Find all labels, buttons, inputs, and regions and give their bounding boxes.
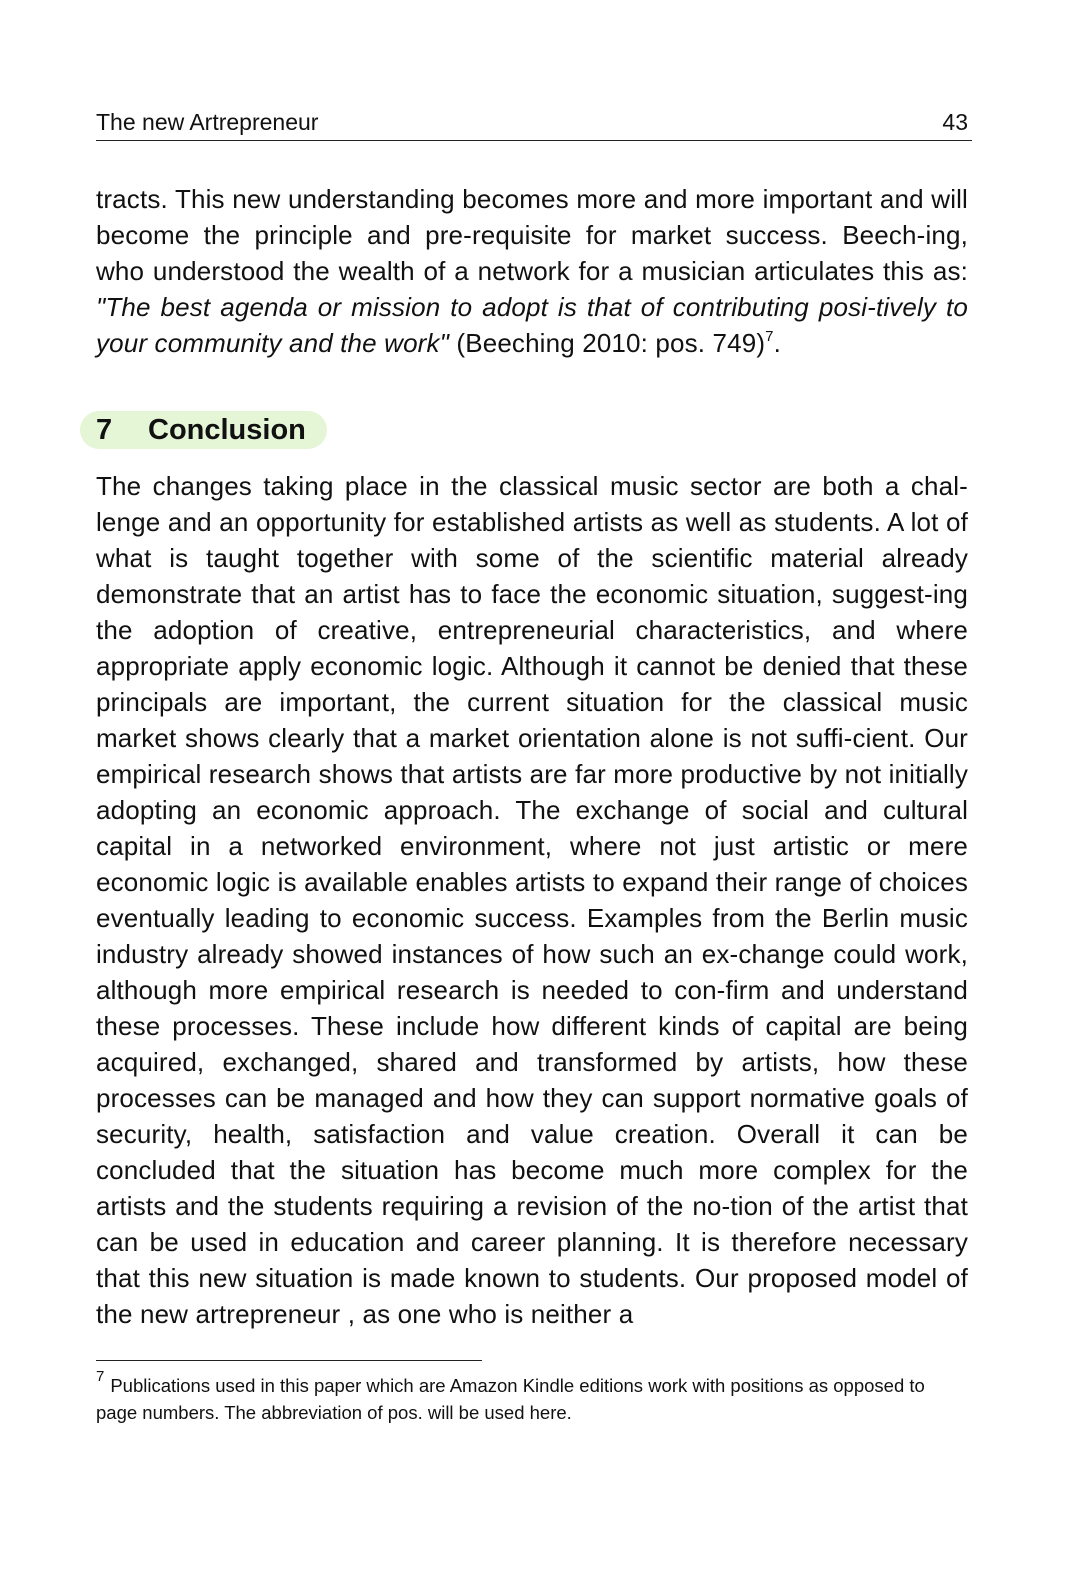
- section-title: Conclusion: [148, 414, 306, 446]
- footnote: [96, 1368, 968, 1426]
- paragraph-continuation: [96, 181, 968, 361]
- section-number: 7: [96, 414, 113, 446]
- paragraph-text: tracts. This new understanding becomes more and more important and will become the principle and pre-requisite for market success. Beech-ing, who understood the wealth of a network for a musician articulates this as:: [96, 184, 968, 286]
- citation: (Beeching 2010: pos. 749): [449, 328, 766, 358]
- running-title: The new Artrepreneur: [96, 109, 319, 135]
- section-heading: [80, 411, 327, 449]
- conclusion-paragraph: The changes taking place in the classical music sector are both a chal-lenge and an opportunity for established artists as well as students. A lot of what is taught together with some of the scientific material already demonstrate that an artist has to face the economic situation, suggest-ing the adoption of creative, entrepreneurial characteristics, and where appropriate apply economic logic. Although it cannot be denied that these principals are important, the current situation for the classical music market shows clearly that a market orientation alone is not suffi-cient. Our empirical research shows that artists are far more productive by not initially adopting an economic approach. The exchange of social and cultural capital in a networked environment, where not just artistic or mere economic logic is available enables artists to expand their range of choices eventually leading to economic success. Examples from the Berlin music industry already showed instances of how such an ex-change could work, although more empirical research is needed to con-firm and understand these processes. These include how different kinds of capital are being acquired, exchanged, shared and transformed by artists, how these processes can be managed and how they can support normative goals of security, health, satisfaction and value creation. Overall it can be concluded that the situation has become much more complex for the artists and the students requiring a revision of the no-tion of the artist that can be used in education and career planning. It is therefore necessary that this new situation is made known to students. Our proposed model of the new artrepreneur , as one who is neither a: [96, 471, 968, 1329]
- footnote-text: Publications used in this paper which are Amazon Kindle editions work with positions as opposed to page numbers. The abbreviation of pos. will be used here.: [96, 1375, 925, 1423]
- footnote-reference: 7: [765, 328, 774, 345]
- footnote-separator: [96, 1360, 482, 1361]
- page-number: 43: [942, 109, 968, 135]
- sentence-end: .: [773, 328, 782, 358]
- quotation: "The best agenda or mission to adopt is that of contributing posi-tively to your community and the work": [96, 292, 968, 358]
- footnote-marker: 7: [96, 1368, 105, 1385]
- running-header: [96, 108, 972, 141]
